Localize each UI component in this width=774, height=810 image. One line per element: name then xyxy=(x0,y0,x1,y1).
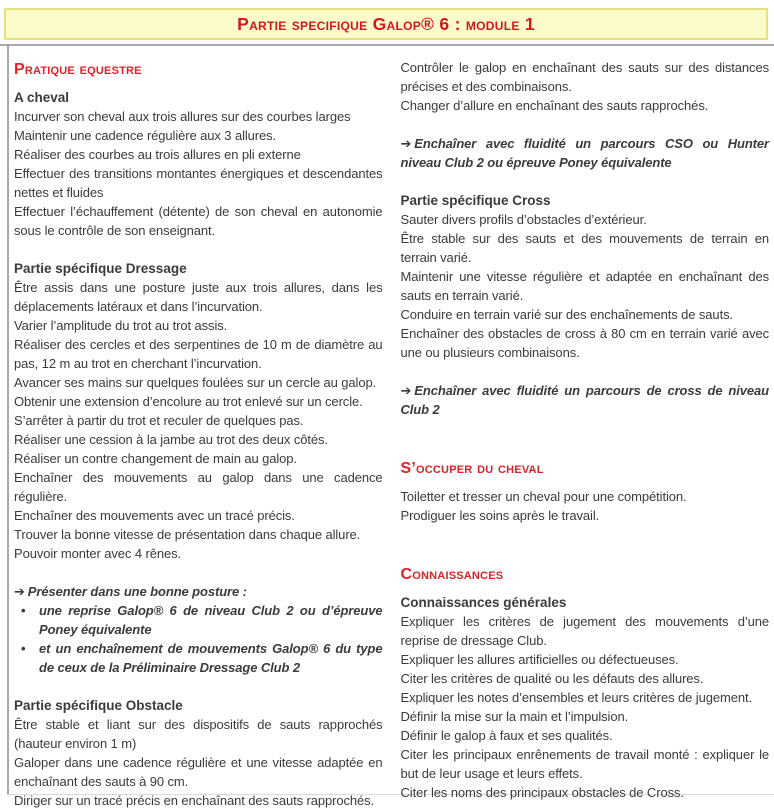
body-paragraph: Enchaîner des mouvements au galop dans une cadence régulière. xyxy=(14,470,383,504)
body-paragraph: Effectuer des transitions montantes énergiques et descendantes nettes et fluides xyxy=(14,166,383,200)
body-paragraph: Incurver son cheval aux trois allures sur des courbes larges xyxy=(14,109,351,124)
bullet-icon: • xyxy=(21,641,26,656)
page-frame-top-border xyxy=(0,44,774,46)
bullet-list-item xyxy=(14,639,383,677)
objective-text: Présenter dans une bonne posture : xyxy=(27,584,247,599)
body-paragraph: Trouver la bonne vitesse de présentation dans chaque allure. xyxy=(14,527,361,542)
body-paragraph: Galoper dans une cadence régulière et une vitesse adaptée en enchaînant des sauts à 90 cm. xyxy=(14,755,383,789)
body-paragraph: Effectuer l’échauffement (détente) de son cheval en autonomie sous le contrôle de son enseignant. xyxy=(14,204,383,238)
body-paragraph: Maintenir une cadence régulière aux 3 allures. xyxy=(14,128,277,143)
body-paragraph: Réaliser des courbes au trois allures en pli externe xyxy=(14,147,301,162)
section-heading: S’occuper du cheval xyxy=(400,460,544,477)
bullet-list-item xyxy=(14,601,383,639)
body-paragraph: S’arrêter à partir du trot et reculer de quelques pas. xyxy=(14,413,304,428)
spacer xyxy=(401,362,770,381)
body-paragraph: Pouvoir monter avec 4 rênes. xyxy=(14,546,182,561)
spacer xyxy=(14,240,383,259)
right-column xyxy=(401,58,770,810)
subsection-heading: Connaissances générales xyxy=(400,595,567,610)
section-heading: Pratique equestre xyxy=(14,61,142,78)
document-body xyxy=(14,58,769,810)
module-banner xyxy=(4,8,768,40)
bullet-text: et un enchaînement de mouvements Galop® 6 du type de ceux de la Préliminaire Dressage Club 2 xyxy=(39,641,383,675)
body-paragraph: Citer les noms des principaux obstacles de Cross. xyxy=(400,785,684,800)
subsection-heading: Partie spécifique Cross xyxy=(400,193,551,208)
spacer xyxy=(14,563,383,582)
arrow-icon: ➔ xyxy=(400,383,412,398)
bullet-text: une reprise Galop® 6 de niveau Club 2 ou d’épreuve Poney équivalente xyxy=(39,603,383,637)
body-paragraph: Être stable et liant sur des dispositifs de sauts rapprochés (hauteur environ 1 m) xyxy=(14,717,383,751)
body-paragraph: Expliquer les notes d’ensembles et leurs critères de jugement. xyxy=(400,690,752,705)
subsection-heading: A cheval xyxy=(14,90,70,105)
spacer xyxy=(401,419,770,457)
objective-text: Enchaîner avec fluidité un parcours CSO ou Hunter niveau Club 2 ou épreuve Poney équivalente xyxy=(400,136,769,170)
body-paragraph: Varier l’amplitude du trot au trot assis. xyxy=(14,318,228,333)
body-paragraph: Enchaîner des mouvements avec un tracé précis. xyxy=(14,508,295,523)
objective-line xyxy=(401,134,770,172)
subsection-heading: Partie spécifique Dressage xyxy=(14,261,187,276)
body-paragraph: Changer d’allure en enchaînant des sauts rapprochés. xyxy=(400,98,709,113)
body-paragraph: Citer les critères de qualité ou les défauts des allures. xyxy=(400,671,704,686)
body-paragraph: Définir la mise sur la main et l’impulsion. xyxy=(400,709,629,724)
body-paragraph: Être stable sur des sauts et des mouvements de terrain en terrain varié. xyxy=(400,231,769,265)
objective-text: Enchaîner avec fluidité un parcours de cross de niveau Club 2 xyxy=(400,383,769,417)
left-column xyxy=(14,58,383,810)
body-paragraph: Conduire en terrain varié sur des enchaînements de sauts. xyxy=(400,307,733,322)
subsection-heading: Partie spécifique Obstacle xyxy=(14,698,183,713)
body-paragraph: Être assis dans une posture juste aux trois allures, dans les déplacements latéraux et dans l’incurvation. xyxy=(14,280,383,314)
spacer xyxy=(401,115,770,134)
arrow-icon: ➔ xyxy=(14,584,25,599)
body-paragraph: Contrôler le galop en enchaînant des sauts sur des distances précises et des combinaisons. xyxy=(400,60,769,94)
body-paragraph: Maintenir une vitesse régulière et adaptée en enchaînant des sauts en terrain varié. xyxy=(400,269,769,303)
body-paragraph: Expliquer les critères de jugement des mouvements d’une reprise de dressage Club. xyxy=(400,614,769,648)
objective-line xyxy=(401,381,770,419)
body-paragraph: Avancer ses mains sur quelques foulées sur un cercle au galop. xyxy=(14,375,377,390)
body-paragraph: Réaliser un contre changement de main au galop. xyxy=(14,451,297,466)
body-paragraph: Diriger sur un tracé précis en enchaînant des sauts rapprochés. xyxy=(14,793,375,808)
page-title: Partie specifique Galop® 6 : module 1 xyxy=(237,13,535,34)
body-paragraph: Citer les principaux enrênements de travail monté : expliquer le but de leur usage et leurs effets. xyxy=(400,747,769,781)
body-paragraph: Toiletter et tresser un cheval pour une compétition. xyxy=(400,489,687,504)
spacer xyxy=(401,172,770,191)
body-paragraph: Réaliser une cession à la jambe au trot des deux côtés. xyxy=(14,432,328,447)
bullet-icon: • xyxy=(21,603,26,618)
body-paragraph: Prodiguer les soins après le travail. xyxy=(400,508,600,523)
body-paragraph: Sauter divers profils d’obstacles d’extérieur. xyxy=(400,212,647,227)
body-paragraph: Expliquer les allures artificielles ou défectueuses. xyxy=(400,652,679,667)
spacer xyxy=(401,525,770,563)
body-paragraph: Réaliser des cercles et des serpentines de 10 m de diamètre au pas, 12 m au trot en cherchant l’incurvation. xyxy=(14,337,383,371)
spacer xyxy=(14,677,383,696)
page-frame-left-border xyxy=(7,44,9,795)
body-paragraph: Enchaîner des obstacles de cross à 80 cm en terrain varié avec une ou plusieurs combinaisons. xyxy=(400,326,769,360)
section-heading: Connaissances xyxy=(400,566,504,583)
body-paragraph: Définir le galop à faux et ses qualités. xyxy=(400,728,613,743)
arrow-icon: ➔ xyxy=(400,136,412,151)
objective-line xyxy=(14,582,383,601)
body-paragraph: Obtenir une extension d’encolure au trot enlevé sur un cercle. xyxy=(14,394,363,409)
